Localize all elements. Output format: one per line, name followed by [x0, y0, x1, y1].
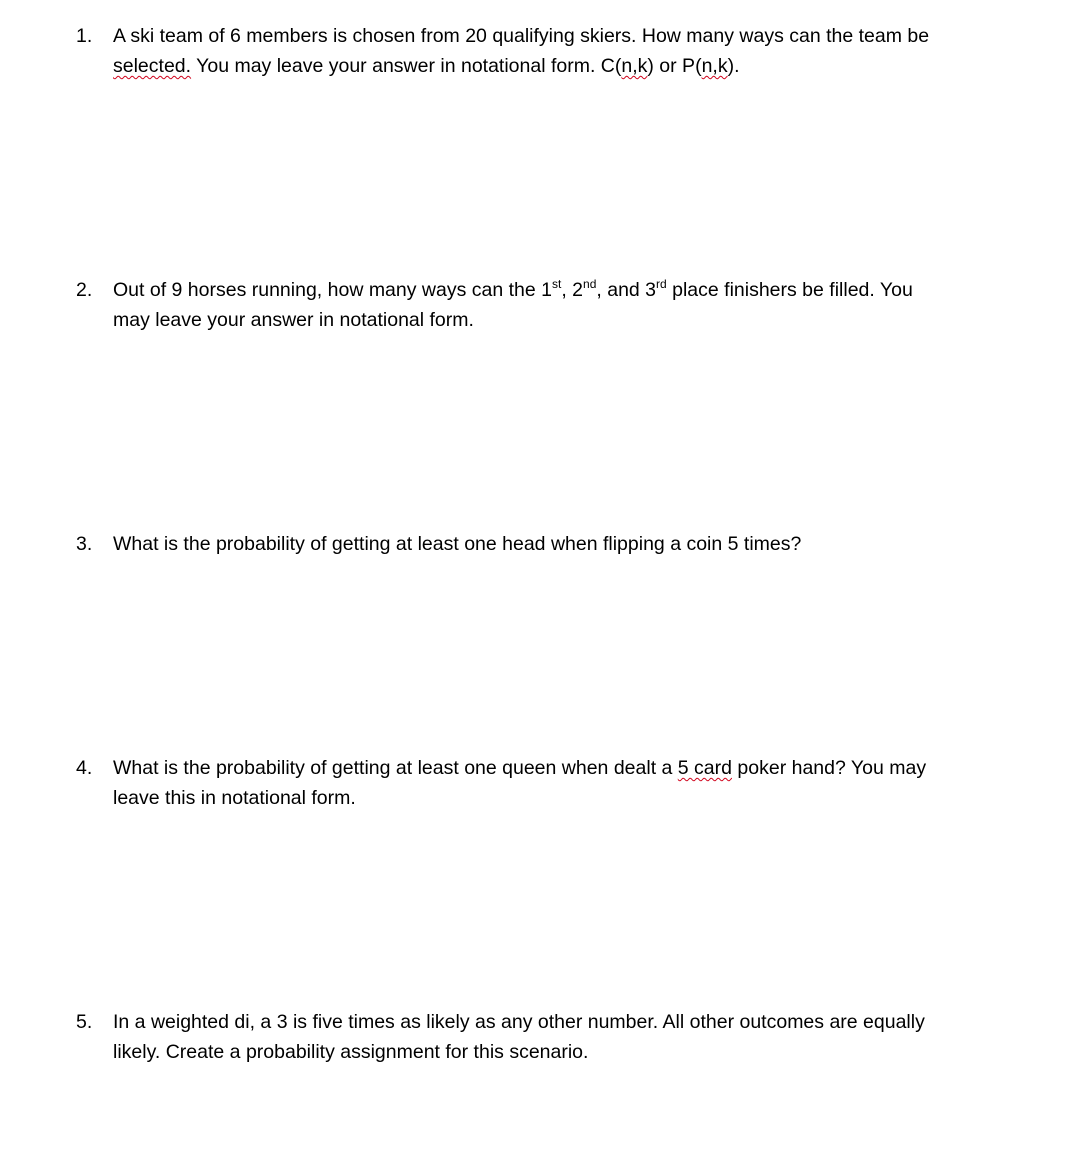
- question-text: [113, 753, 976, 813]
- text-segment: Out of 9 horses running, how many ways can the 1: [113, 279, 552, 301]
- question-text: [113, 1007, 976, 1067]
- question-line: What is the probability of getting at least one head when flipping a coin 5 times?: [113, 533, 802, 555]
- spellcheck-word: n,k: [621, 55, 648, 77]
- question-number: 2.: [76, 279, 93, 301]
- question-number: 5.: [76, 1011, 93, 1033]
- question-text: [113, 529, 976, 559]
- question-text: [113, 275, 976, 335]
- question-1: [76, 21, 976, 81]
- question-line: may leave your answer in notational form.: [113, 309, 474, 331]
- question-line: leave this in notational form.: [113, 787, 356, 809]
- question-line: [113, 275, 976, 305]
- question-line: likely. Create a probability assignment for this scenario.: [113, 1041, 589, 1063]
- text-segment: , and 3: [596, 279, 657, 301]
- question-number: 4.: [76, 757, 93, 779]
- ordinal-suffix: nd: [583, 276, 597, 291]
- text-segment: You may leave your answer in notational form. C(: [191, 55, 622, 77]
- ordinal-suffix: rd: [656, 276, 667, 291]
- question-2: [76, 275, 976, 335]
- text-segment: What is the probability of getting at least one queen when dealt a: [113, 757, 678, 779]
- question-5: [76, 1007, 976, 1067]
- spellcheck-word: n,k: [701, 55, 728, 77]
- question-4: [76, 753, 976, 813]
- question-line: [113, 51, 976, 81]
- spellcheck-word: 5 card: [677, 757, 732, 779]
- question-text: [113, 21, 976, 81]
- question-line: [113, 753, 976, 783]
- ordinal-suffix: st: [552, 276, 562, 291]
- text-segment: place finishers be filled. You: [666, 279, 913, 301]
- question-number: 3.: [76, 533, 93, 555]
- text-segment: , 2: [561, 279, 584, 301]
- text-segment: ) or P(: [647, 55, 702, 77]
- question-3: [76, 529, 976, 559]
- text-segment: poker hand? You may: [732, 757, 927, 779]
- spellcheck-word: selected.: [113, 55, 192, 77]
- question-line: In a weighted di, a 3 is five times as likely as any other number. All other outcomes are equally: [113, 1011, 925, 1033]
- text-segment: ).: [727, 55, 740, 77]
- question-line: A ski team of 6 members is chosen from 20 qualifying skiers. How many ways can the team be: [113, 25, 930, 47]
- question-number: 1.: [76, 25, 93, 47]
